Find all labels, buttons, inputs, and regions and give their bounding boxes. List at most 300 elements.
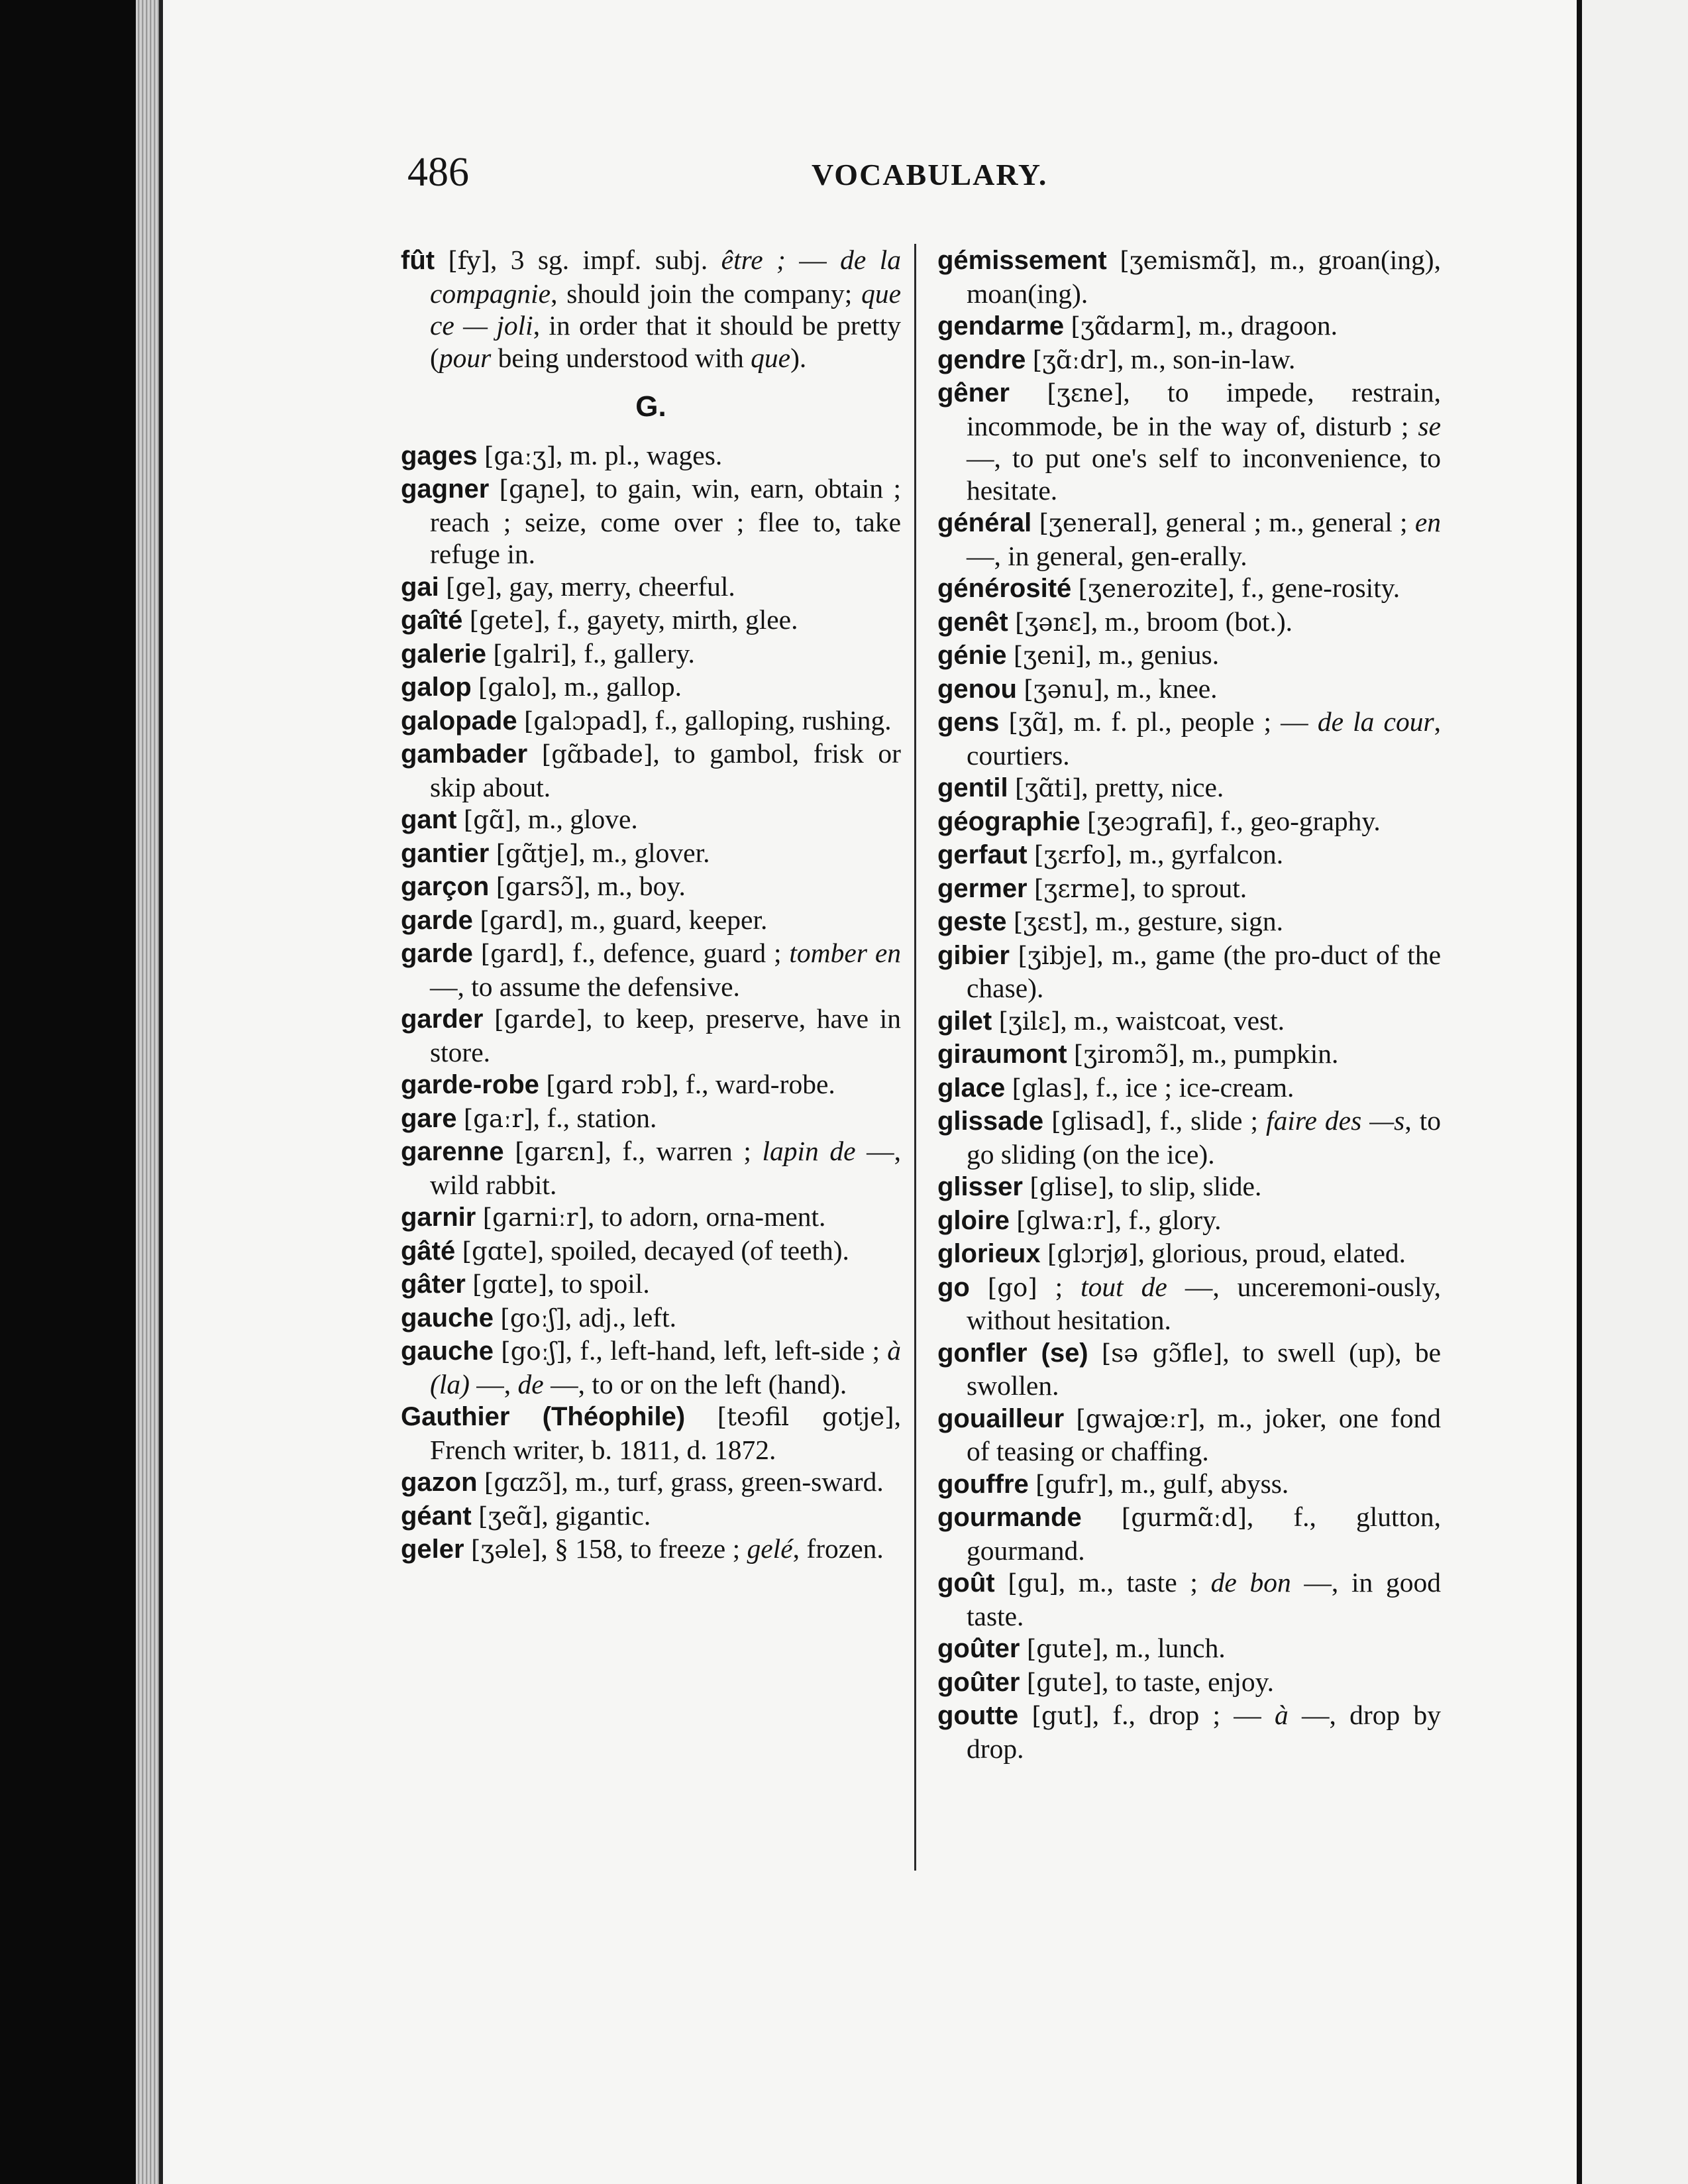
- definition-text: [456, 804, 463, 834]
- definition-text: , m., glove.: [514, 804, 638, 834]
- definition-text: , in order that it should be pretty (: [430, 310, 901, 373]
- italic-text: tomber en: [789, 938, 901, 968]
- definition-text: [1026, 344, 1032, 374]
- dictionary-entry: [937, 1271, 1441, 1337]
- pronunciation: [ʒɛrfo]: [1033, 841, 1116, 869]
- headword: gauche: [401, 1337, 494, 1366]
- definition-text: [1020, 1633, 1026, 1663]
- definition-text: , f., gallery.: [570, 637, 695, 669]
- definition-text: [1010, 377, 1047, 408]
- headword: gantier: [401, 838, 490, 868]
- headword: gendarme: [937, 311, 1065, 341]
- definition-text: , m. pl., wages.: [555, 439, 723, 470]
- dictionary-entry: [937, 1566, 1441, 1632]
- pronunciation: [ʒilɛ]: [998, 1007, 1061, 1036]
- right-column: [937, 244, 1441, 1765]
- dictionary-entry: [401, 737, 901, 803]
- definition-text: , to taste, enjoy.: [1101, 1666, 1275, 1697]
- pronunciation: [gurmɑ̃ːd]: [1121, 1503, 1247, 1532]
- pronunciation: [fy]: [448, 246, 490, 275]
- headword: générosité: [937, 574, 1072, 603]
- definition-text: [1018, 1700, 1031, 1730]
- italic-text: de bon: [1210, 1567, 1291, 1598]
- definition-text: , f., warren ;: [604, 1136, 763, 1166]
- definition-text: , m., son-in-law.: [1117, 343, 1296, 374]
- headword: gazon: [401, 1468, 478, 1497]
- definition-text: , m., pumpkin.: [1178, 1038, 1339, 1069]
- dictionary-entry: [401, 1400, 901, 1466]
- dictionary-entry: [937, 1402, 1441, 1468]
- definition-text: , m., guard, keeper.: [556, 904, 768, 935]
- headword: galerie: [401, 639, 486, 669]
- pronunciation: [ʒemismɑ̃]: [1120, 246, 1250, 275]
- pronunciation: [ʒeɔgrafi]: [1086, 807, 1207, 836]
- pronunciation: [ʒenerozite]: [1078, 574, 1228, 603]
- dictionary-entry: [401, 1003, 901, 1068]
- pronunciation: [goːʃ]: [501, 1337, 566, 1366]
- dictionary-entry: [937, 1468, 1441, 1502]
- definition-text: , to adorn, orna-ment.: [587, 1201, 826, 1232]
- pronunciation: [galo]: [478, 673, 551, 702]
- headword: gant: [401, 805, 457, 834]
- dictionary-entry: [401, 1301, 901, 1335]
- headword: gonfler (se): [937, 1338, 1088, 1368]
- definition-text: , gigantic.: [541, 1500, 651, 1531]
- definition-text: [1028, 839, 1034, 869]
- definition-text: , f., ice ; ice-cream.: [1082, 1071, 1294, 1103]
- headword: garde: [401, 905, 473, 935]
- dictionary-entry: [937, 673, 1441, 706]
- dictionary-entry: [937, 1699, 1441, 1765]
- definition-text: [1010, 940, 1018, 970]
- definition-text: —, to assume the defensive.: [430, 971, 740, 1002]
- headword: gendre: [937, 345, 1026, 374]
- headword: garçon: [401, 872, 490, 901]
- definition-text: [1029, 1468, 1035, 1499]
- dictionary-entry: [401, 472, 901, 571]
- definition-text: , m., genius.: [1084, 639, 1220, 670]
- pronunciation: [garniːr]: [482, 1203, 588, 1232]
- pronunciation: [gete]: [469, 606, 543, 635]
- dictionary-entry: [937, 1005, 1441, 1038]
- dictionary-entry: [401, 1102, 901, 1136]
- headword: gentil: [937, 773, 1008, 802]
- headword: gâté: [401, 1236, 456, 1266]
- definition-text: , f., ward-robe.: [672, 1069, 835, 1099]
- dictionary-entry: [937, 1038, 1441, 1071]
- definition-text: [489, 871, 496, 901]
- definition-text: [473, 904, 480, 935]
- dictionary-entry: [401, 571, 901, 604]
- definition-text: , f., drop ; —: [1092, 1700, 1275, 1730]
- definition-text: [494, 1302, 500, 1333]
- definition-text: ;: [1037, 1271, 1081, 1302]
- pronunciation: [ʒeɑ̃]: [478, 1502, 542, 1531]
- definition-text: [992, 1005, 998, 1036]
- definition-text: [1067, 1038, 1074, 1069]
- pronunciation: [galɔpad]: [523, 706, 641, 736]
- italic-text: en: [1414, 507, 1442, 537]
- definition-text: [504, 1136, 515, 1166]
- definition-text: , spoiled, decayed (of teeth).: [537, 1234, 849, 1266]
- definition-text: [472, 671, 478, 702]
- dictionary-entry: [401, 1135, 901, 1201]
- definition-text: , m., gallop.: [550, 671, 682, 702]
- definition-text: , m., taste ;: [1058, 1567, 1211, 1598]
- definition-text: [1010, 1205, 1016, 1235]
- headword: garder: [401, 1005, 484, 1034]
- dictionary-entry: [937, 343, 1441, 377]
- definition-text: , m., gesture, sign.: [1081, 906, 1283, 936]
- headword: gens: [937, 708, 1000, 737]
- definition-text: , m., knee.: [1102, 673, 1218, 704]
- pronunciation: [gard rɔb]: [546, 1071, 672, 1099]
- definition-text: [527, 738, 542, 769]
- pronunciation: [gute]: [1026, 1635, 1102, 1663]
- definition-text: [1006, 639, 1013, 670]
- definition-text: [999, 706, 1008, 737]
- definition-text: [539, 1069, 546, 1099]
- headword: gages: [401, 441, 478, 470]
- headword: gagner: [401, 474, 490, 504]
- pronunciation: [ʒəle]: [470, 1535, 541, 1564]
- dictionary-entry: [937, 1666, 1441, 1700]
- definition-text: , m., gulf, abyss.: [1106, 1468, 1289, 1499]
- pronunciation: [gɑzɔ̃]: [484, 1468, 562, 1497]
- definition-text: —, to or on the left (hand).: [543, 1368, 847, 1399]
- headword: geste: [937, 907, 1007, 936]
- definition-text: [476, 1201, 482, 1232]
- italic-text: être ;: [721, 245, 786, 275]
- pronunciation: [goːʃ]: [500, 1303, 565, 1333]
- headword: gourmande: [937, 1503, 1082, 1532]
- dictionary-entry: [937, 1337, 1441, 1402]
- definition-text: [466, 1268, 472, 1299]
- pronunciation: [ʒənɛ]: [1015, 608, 1091, 637]
- headword: goûter: [937, 1667, 1020, 1697]
- definition-text: [435, 245, 448, 275]
- pronunciation: [go]: [987, 1273, 1037, 1302]
- pronunciation: [ʒɛne]: [1047, 379, 1124, 408]
- definition-text: , m. f. pl., people ; —: [1057, 706, 1318, 737]
- dictionary-entry: [401, 803, 901, 837]
- pronunciation: [gute]: [1026, 1668, 1102, 1697]
- definition-text: , should join the company;: [551, 278, 862, 309]
- headword: goût: [937, 1568, 995, 1598]
- headword: goutte: [937, 1701, 1019, 1730]
- dictionary-entry: [401, 837, 901, 871]
- definition-text: [486, 638, 493, 669]
- pronunciation: [glwaːr]: [1016, 1206, 1115, 1235]
- definition-text: [489, 838, 496, 868]
- pronunciation: [ʒeneral]: [1039, 509, 1151, 537]
- dictionary-entry: [937, 506, 1441, 572]
- headword: glace: [937, 1073, 1006, 1103]
- definition-text: , f., gayety, mirth, glee.: [543, 604, 798, 635]
- dictionary-entry: [937, 1632, 1441, 1666]
- dictionary-entry: [401, 1201, 901, 1234]
- definition-text: , to gambol, frisk or skip about.: [430, 738, 901, 802]
- headword: genou: [937, 674, 1017, 704]
- definition-text: [494, 1335, 501, 1366]
- definition-text: , f., geo-graphy.: [1206, 805, 1381, 836]
- dictionary-entry: [937, 805, 1441, 839]
- definition-text: [1007, 906, 1014, 936]
- headword: galop: [401, 673, 472, 702]
- headword: gai: [401, 572, 439, 602]
- definition-text: , to impede, restrain, incommode, be in the way of, disturb ;: [967, 377, 1442, 441]
- headword: galopade: [401, 706, 517, 736]
- definition-text: —, in general, gen-erally.: [967, 540, 1247, 571]
- italic-text: à (la): [430, 1335, 901, 1399]
- pronunciation: [gɑte]: [462, 1236, 537, 1266]
- dictionary-entry: [401, 1234, 901, 1268]
- headword: géant: [401, 1501, 472, 1531]
- definition-text: , m., glover.: [578, 837, 710, 868]
- definition-text: [1064, 310, 1071, 341]
- page-header: [407, 149, 1688, 202]
- definition-text: , French writer, b. 1811, d. 1872.: [430, 1401, 901, 1465]
- definition-text: [1005, 1072, 1012, 1103]
- definition-text: , pretty, nice.: [1081, 772, 1224, 802]
- pronunciation: [gaɲe]: [499, 475, 579, 504]
- dictionary-entry: [401, 671, 901, 704]
- definition-text: , m., groan(ing), moan(ing).: [967, 245, 1441, 309]
- definition-text: , to sprout.: [1129, 872, 1247, 903]
- headword: gêner: [937, 378, 1010, 408]
- section-letter: G.: [635, 390, 666, 423]
- headword: gouffre: [937, 1469, 1029, 1499]
- definition-text: [439, 571, 446, 602]
- dictionary-entry: [401, 904, 901, 938]
- headword: général: [937, 508, 1032, 537]
- italic-text: tout de: [1081, 1271, 1167, 1302]
- definition-text: [1088, 1337, 1102, 1368]
- headword: glisser: [937, 1172, 1023, 1201]
- definition-text: , m., boy.: [583, 871, 686, 901]
- italic-text: que: [751, 342, 791, 373]
- definition-text: , f., station.: [533, 1102, 657, 1133]
- dictionary-entry: [937, 572, 1441, 606]
- dictionary-entry: [401, 604, 901, 637]
- dictionary-entry: [937, 606, 1441, 639]
- dictionary-entry: [401, 1500, 901, 1533]
- definition-text: [995, 1567, 1008, 1598]
- italic-text: de la compagnie: [430, 245, 902, 309]
- dictionary-entry: [937, 1170, 1441, 1204]
- definition-text: [478, 1466, 484, 1497]
- dictionary-entry: [937, 939, 1441, 1005]
- italic-text: de la cour: [1317, 706, 1434, 737]
- headword: gouailleur: [937, 1403, 1065, 1433]
- definition-text: , f., defence, guard ;: [557, 938, 790, 968]
- pronunciation: [gɑ̃]: [463, 806, 515, 834]
- pronunciation: [gard]: [480, 940, 558, 968]
- headword: glorieux: [937, 1239, 1041, 1268]
- dictionary-entry: [401, 1268, 901, 1301]
- italic-text: se: [1418, 410, 1441, 441]
- pronunciation: [garde]: [494, 1005, 586, 1034]
- headword: gare: [401, 1103, 457, 1133]
- dictionary-entry: [401, 439, 901, 473]
- dictionary-entry: [937, 838, 1441, 872]
- definition-text: , m., broom (bot.).: [1090, 606, 1293, 637]
- definition-text: [1031, 507, 1039, 537]
- headword: glissade: [937, 1107, 1044, 1136]
- definition-text: , f., slide ;: [1145, 1105, 1267, 1136]
- headword: gibier: [937, 940, 1010, 970]
- definition-text: , to slip, slide.: [1107, 1171, 1262, 1201]
- dictionary-entry: [937, 639, 1441, 673]
- pronunciation: [ʒɑ̃]: [1008, 708, 1057, 737]
- pronunciation: [galri]: [493, 639, 570, 669]
- definition-text: [1064, 1403, 1076, 1433]
- headword: gauche: [401, 1303, 494, 1333]
- book-page-edges: [136, 0, 162, 2184]
- definition-text: [1008, 772, 1015, 802]
- definition-text: —, wild rabbit.: [430, 1136, 901, 1200]
- definition-text: , to gain, win, earn, obtain ; reach ; seize, come over ; flee to, take refuge in.: [430, 473, 901, 569]
- dictionary-entry: [937, 309, 1441, 343]
- definition-text: , gay, merry, cheerful.: [495, 571, 735, 602]
- definition-text: [464, 1533, 471, 1564]
- definition-text: , m., lunch.: [1101, 1633, 1226, 1663]
- pronunciation: [ʒibje]: [1018, 941, 1097, 970]
- headword: géographie: [937, 806, 1081, 836]
- definition-text: , adj., left.: [564, 1301, 677, 1333]
- headword: gaîté: [401, 606, 463, 635]
- definition-text: , glorious, proud, elated.: [1137, 1238, 1406, 1268]
- pronunciation: [ge]: [446, 573, 496, 602]
- definition-text: , m., gyrfalcon.: [1115, 839, 1284, 869]
- definition-text: [455, 1235, 462, 1266]
- pronunciation: [gɑte]: [472, 1270, 548, 1299]
- definition-text: [1028, 873, 1034, 903]
- dictionary-entry: [401, 1335, 901, 1400]
- dictionary-entry: [401, 1533, 901, 1566]
- definition-text: [457, 1103, 464, 1133]
- column-divider: [914, 244, 916, 1871]
- pronunciation: [ʒɑ̃ːdr]: [1032, 345, 1118, 374]
- dictionary-entry: [937, 905, 1441, 939]
- dictionary-entry: [401, 1068, 901, 1102]
- headword: garde-robe: [401, 1070, 539, 1099]
- italic-text: de: [517, 1368, 544, 1399]
- pronunciation: [ʒɛst]: [1013, 908, 1082, 936]
- definition-text: [1071, 573, 1078, 603]
- definition-text: , f., galloping, rushing.: [641, 704, 892, 736]
- definition-text: [517, 705, 524, 736]
- pronunciation: [glisad]: [1051, 1107, 1145, 1136]
- definition-text: [1023, 1171, 1029, 1201]
- dictionary-entry: [937, 872, 1441, 906]
- pronunciation: [garsɔ̃]: [496, 873, 584, 901]
- running-title: VOCABULARY.: [812, 158, 1048, 191]
- definition-text: —: [785, 245, 841, 275]
- definition-text: [1017, 673, 1024, 704]
- pronunciation: [gu]: [1008, 1569, 1059, 1598]
- definition-text: , f., gene-rosity.: [1228, 573, 1400, 603]
- pronunciation: [ʒɑ̃darm]: [1071, 312, 1185, 341]
- pronunciation: [ʒiromɔ̃]: [1073, 1040, 1179, 1069]
- headword: garde: [401, 939, 473, 968]
- italic-text: que ce — joli: [430, 278, 901, 341]
- definition-text: being understood with: [491, 342, 751, 373]
- pronunciation: [gufr]: [1035, 1470, 1107, 1499]
- definition-text: , f., glory.: [1114, 1204, 1222, 1235]
- definition-text: , courtiers.: [967, 706, 1441, 771]
- dictionary-entry: [401, 244, 901, 374]
- dictionary-entry: [937, 1071, 1441, 1105]
- pronunciation: [glise]: [1029, 1173, 1108, 1201]
- definition-text: , m., game (the pro-duct of the chase).: [967, 939, 1442, 1003]
- headword: geler: [401, 1535, 464, 1564]
- dictionary-entry: [937, 706, 1441, 771]
- dictionary-entry: [937, 1204, 1441, 1238]
- dictionary-entry: [937, 1501, 1441, 1566]
- definition-text: , § 158, to freeze ;: [541, 1533, 747, 1564]
- pronunciation: [gwajœːr]: [1076, 1404, 1198, 1433]
- facing-page-edge: [1577, 0, 1688, 2184]
- pronunciation: [teɔfil gotje]: [717, 1403, 894, 1431]
- pronunciation: [gɑ̃bade]: [541, 740, 653, 769]
- headword: gémissement: [937, 246, 1107, 275]
- dictionary-entry: [937, 1237, 1441, 1271]
- dictionary-entry: [401, 870, 901, 904]
- italic-text: pour: [439, 342, 492, 373]
- headword: goûter: [937, 1634, 1020, 1663]
- pronunciation: [gaːʒ]: [484, 441, 556, 470]
- definition-text: , to go sliding (on the ice).: [967, 1105, 1441, 1170]
- definition-text: —, unceremoni-ously, without hesitation.: [967, 1271, 1441, 1335]
- headword: fût: [401, 246, 435, 275]
- definition-text: , general ; m., general ;: [1151, 507, 1415, 537]
- headword: germer: [937, 873, 1028, 903]
- dictionary-entry: [937, 376, 1441, 506]
- definition-text: , frozen.: [792, 1533, 884, 1564]
- headword: giraumont: [937, 1040, 1067, 1069]
- definition-text: [1081, 806, 1087, 836]
- headword: garenne: [401, 1137, 504, 1166]
- italic-text: lapin de: [762, 1136, 856, 1166]
- pronunciation: [gɑ̃tje]: [496, 839, 579, 868]
- pronunciation: [gard]: [480, 906, 557, 935]
- definition-text: [1082, 1502, 1122, 1532]
- definition-text: [1008, 606, 1015, 637]
- pronunciation: [glas]: [1012, 1073, 1082, 1103]
- definition-text: , to swell (up), be swollen.: [967, 1337, 1441, 1401]
- definition-text: , to spoil.: [547, 1268, 650, 1299]
- definition-text: [970, 1272, 988, 1302]
- dictionary-entry: [937, 244, 1441, 309]
- pronunciation: [ʒeni]: [1013, 641, 1085, 670]
- headword: go: [937, 1272, 970, 1302]
- definition-text: —, in good taste.: [967, 1567, 1442, 1631]
- italic-text: gelé: [747, 1533, 793, 1564]
- definition-text: [489, 473, 499, 504]
- pronunciation: [sə gɔ̃fle]: [1101, 1338, 1223, 1368]
- definition-text: —, drop by drop.: [967, 1700, 1442, 1764]
- definition-text: , m., turf, grass, green-sward.: [561, 1466, 884, 1497]
- pronunciation: [ʒɑ̃ti]: [1015, 774, 1082, 802]
- headword: gerfaut: [937, 840, 1028, 869]
- headword: gilet: [937, 1006, 992, 1036]
- headword: gloire: [937, 1205, 1010, 1235]
- left-column: [401, 244, 901, 1566]
- dictionary-entry: [401, 937, 901, 1003]
- definition-text: , to keep, preserve, have in store.: [430, 1003, 902, 1067]
- definition-text: [473, 938, 481, 968]
